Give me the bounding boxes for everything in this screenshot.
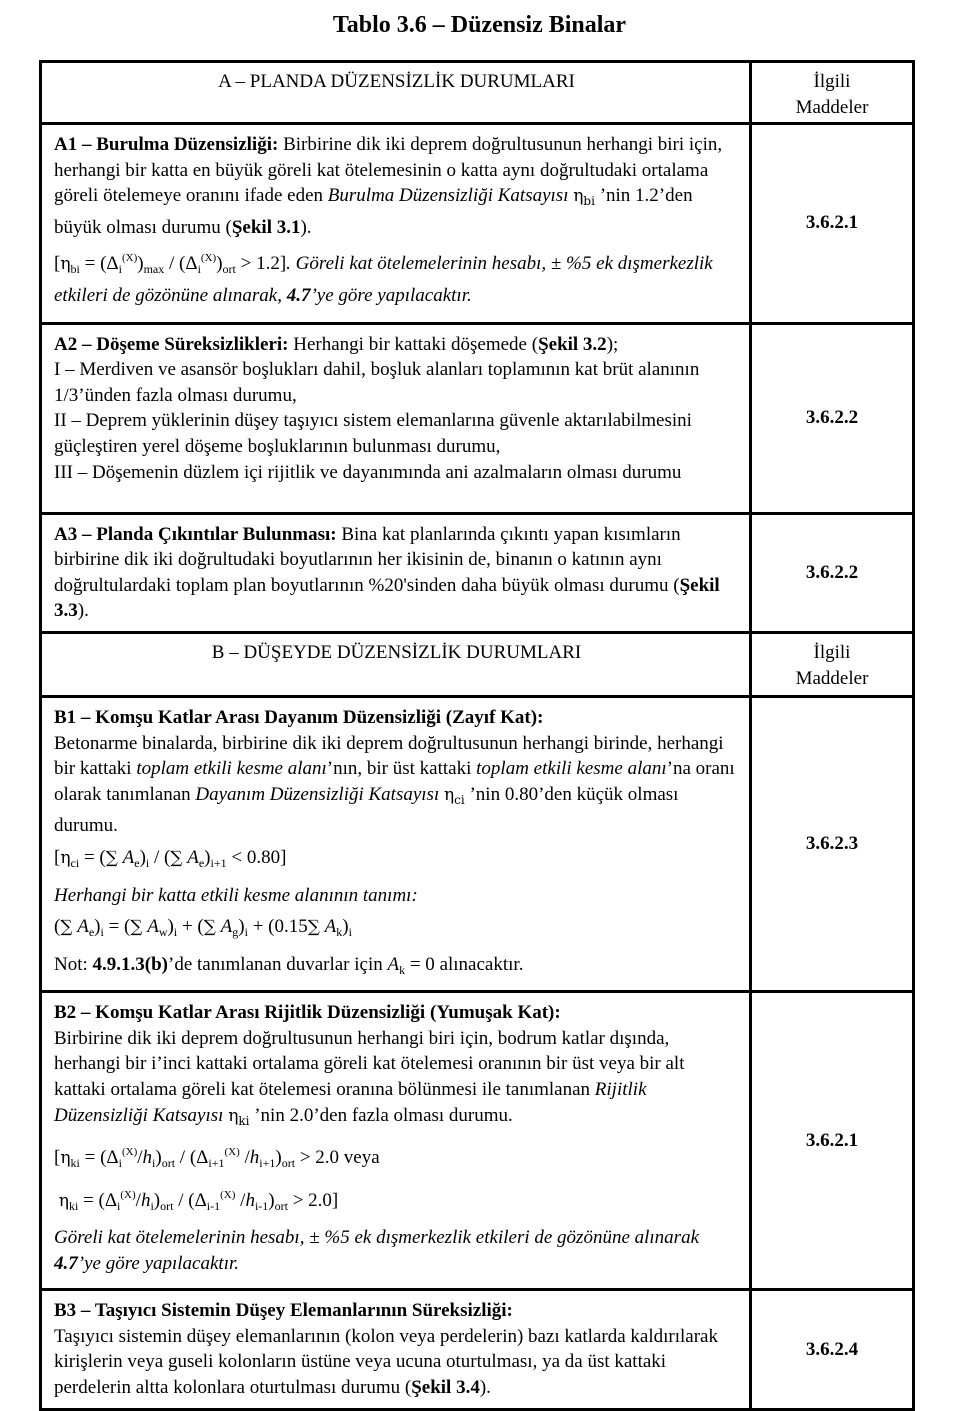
b1-formula-2: (∑ $A_e)_i$ = (∑ $A_w)_i$ + (∑ $A_g)_i + (0.15\sum$ $A_k)_i$ bbox=[54, 916, 352, 940]
b1-content bbox=[41, 696, 751, 991]
b2-italic-1: Rijitlik Düzensizliği Katsayısı bbox=[54, 1079, 647, 1126]
a1-figure-ref: Şekil 3.1 bbox=[231, 216, 301, 238]
b1-italic-2: toplam etkili kesme alanı bbox=[476, 758, 667, 780]
a1-text-3: ). bbox=[300, 216, 312, 238]
row-a2 bbox=[41, 323, 914, 513]
a1-note-end: ’ye göre yapılacaktır. bbox=[310, 284, 472, 306]
b1-note-formula: $A_k = 0$ bbox=[387, 953, 435, 977]
a1-title: A1 – Burulma Düzensizliği: bbox=[54, 134, 279, 155]
a2-item-2: II – Deprem yüklerinin düşey taşıyıcı sistem elemanlarına güvenle aktarılabilmesini güçleştiren yerel döşeme boşluklarının bulunması durumu, bbox=[54, 410, 692, 457]
row-a3 bbox=[41, 513, 914, 632]
b2-text-2: ’nin 2.0’den fazla olması durumu. bbox=[249, 1104, 513, 1126]
a2-item-3: III – Döşemenin düzlem içi rijitlik ve dayanımında ani azalmaların olması durumu bbox=[54, 461, 682, 483]
a1-content bbox=[41, 124, 751, 324]
section-a-ref-header bbox=[751, 62, 914, 124]
table-title: Tablo 3.6 – Düzensiz Binalar bbox=[332, 12, 627, 38]
b3-content bbox=[41, 1290, 751, 1409]
ref-header-line2: Maddeler bbox=[795, 96, 869, 118]
a2-ref: 3.6.2.2 bbox=[751, 323, 914, 513]
section-a-header-row bbox=[41, 62, 914, 124]
a3-title: A3 – Planda Çıkıntılar Bulunması: bbox=[54, 523, 337, 545]
row-b1 bbox=[41, 696, 914, 991]
b2-veya: veya bbox=[339, 1147, 380, 1169]
b2-title: B2 – Komşu Katlar Arası Rijitlik Düzensizliği (Yumuşak Kat): bbox=[54, 1002, 561, 1024]
b1-text-2: ’nın, bir üst kattaki bbox=[326, 758, 477, 780]
a2-text-1: Herhangi bir kattaki döşemede ( bbox=[288, 333, 539, 355]
a1-note-section: 4.7 bbox=[286, 284, 311, 306]
b3-text-1: Taşıyıcı sistemin düşey elemanlarının (kolon veya perdelerin) bazı katlarda kaldırılarak kirişlerin veya guseli kolonların üstüne veya ucuna oturtulması, ya da üst kattaki perdelerin altta kolonlara oturtulması durumu ( bbox=[54, 1325, 718, 1399]
row-b2 bbox=[41, 992, 914, 1290]
a3-content bbox=[41, 513, 751, 632]
a2-text-2: ); bbox=[606, 333, 619, 355]
b1-text-3: ’na oranı olarak tanımlanan bbox=[54, 758, 735, 805]
a1-formula: $[\eta_{bi} = (\Delta_i^{(X)})_{max} / (\Delta_i^{(X)})_{ort} > 1.2]$ bbox=[54, 252, 287, 277]
b3-ref: 3.6.2.4 bbox=[751, 1290, 914, 1409]
a1-italic-1: Burulma Düzensizliği Katsayısı bbox=[327, 185, 569, 207]
row-a1 bbox=[41, 124, 914, 324]
b1-note-text: ’de tanımlanan duvarlar için bbox=[168, 953, 383, 975]
a1-eta-symbol: $\eta_{bi}$ bbox=[573, 186, 595, 209]
a2-item-1: I – Merdiven ve asansör boşlukları dahil, boşluk alanları toplamının kat brüt alanının 1/3’ünden fazla olması durumu, bbox=[54, 359, 700, 406]
b2-note bbox=[54, 1225, 739, 1276]
a3-text-1: Bina kat planlarında çıkıntı yapan kısımların birbirine dik iki doğrultudaki boyutlarının her ikisinin de, binanın o katının aynı doğrultulardaki toplam plan boyutlarının %20'sinden daha büyük olması durumu ( bbox=[54, 523, 681, 596]
a1-text-2: ’nin 1.2’den büyük olması durumu ( bbox=[54, 185, 693, 238]
b1-italic-3: Dayanım Düzensizliği Katsayısı bbox=[195, 783, 440, 805]
b3-figure-ref: Şekil 3.4 bbox=[411, 1377, 480, 1399]
b1-formula-1: [$\eta_{ci}$ = (∑ $A_e)_i$ / (∑ $A_e)_{i+1} < 0.80$] bbox=[54, 846, 287, 870]
a1-formula-block bbox=[54, 246, 739, 308]
section-b-header: B – DÜŞEYDE DÜZENSİZLİK DURUMLARI bbox=[41, 632, 751, 696]
ref-header-line1: İlgili bbox=[813, 71, 851, 92]
a3-figure-ref: Şekil 3.3 bbox=[54, 574, 720, 622]
b1-eta-symbol: $\eta_{ci}$ bbox=[443, 784, 465, 807]
b1-definition-label: Herhangi bir katta etkili kesme alanının tanımı: bbox=[54, 884, 418, 906]
b2-note-section: 4.7 bbox=[54, 1253, 78, 1275]
b2-formula-1: [$\eta_{ki} = (\Delta_i^{(X)}/h_i)_{ort} / (\Delta_{i+1}^{(X)}$ $/h_{i+1})_{ort} > 2.0$ veya bbox=[54, 1146, 380, 1171]
ref-header-line1: İlgili bbox=[813, 641, 851, 663]
section-b-header-row bbox=[41, 632, 914, 696]
b2-content bbox=[41, 992, 751, 1290]
a3-ref: 3.6.2.2 bbox=[751, 513, 914, 632]
b1-note-section: 4.9.1.3(b) bbox=[92, 953, 169, 975]
b2-ref: 3.6.2.1 bbox=[751, 992, 914, 1290]
b2-formula-2: $\eta_{ki} = (\Delta_i^{(X)}/h_i)_{ort} / (\Delta_{i-1}^{(X)}$ $/h_{i-1})_{ort} > 2.0$] bbox=[58, 1188, 339, 1213]
b1-title: B1 – Komşu Katlar Arası Dayanım Düzensizliği (Zayıf Kat): bbox=[54, 706, 544, 728]
a1-note-italic: . Göreli kat ötelemelerinin hesabı, ± %5 ek dışmerkezlik etkileri de gözönüne alınarak, bbox=[54, 253, 713, 306]
a2-title: A2 – Döşeme Süreksizlikleri: bbox=[54, 333, 289, 355]
b3-title: B3 – Taşıyıcı Sistemin Düşey Elemanlarının Süreksizliği: bbox=[54, 1300, 513, 1322]
a1-ref: 3.6.2.1 bbox=[751, 124, 914, 324]
b3-text-2: ). bbox=[479, 1377, 491, 1399]
b1-note-label: Not: bbox=[54, 953, 93, 975]
b2-note-italic: Göreli kat ötelemelerinin hesabı, ± %5 ek dışmerkezlik etkileri de gözönüne alınarak bbox=[54, 1227, 700, 1249]
ref-header-line2: Maddeler bbox=[795, 667, 869, 689]
a1-text-1: Birbirine dik iki deprem doğrultusunun herhangi biri için, herhangi bir katta en büyük göreli kat ötelemesinin o katta aynı doğrultudaki ortalama göreli ötelemeye oranını ifade eden bbox=[54, 134, 723, 207]
b1-note-end: alınacaktır. bbox=[434, 953, 524, 975]
a3-text-2: ). bbox=[77, 600, 89, 622]
a2-content bbox=[41, 323, 751, 513]
b1-text-4: ’nin 0.80’den küçük olması durumu. bbox=[54, 783, 679, 837]
irregular-buildings-table bbox=[39, 60, 915, 1411]
row-b3 bbox=[41, 1290, 914, 1409]
b1-ref: 3.6.2.3 bbox=[751, 696, 914, 991]
b1-note bbox=[54, 952, 739, 984]
section-a-header: A – PLANDA DÜZENSİZLİK DURUMLARI bbox=[41, 62, 751, 124]
a2-figure-ref: Şekil 3.2 bbox=[538, 333, 607, 355]
b2-note-end: ’ye göre yapılacaktır. bbox=[77, 1253, 240, 1275]
b1-italic-1: toplam etkili kesme alanı bbox=[136, 758, 327, 780]
b1-text-1: Betonarme binalarda, birbirine dik iki deprem doğrultusunun herhangi birinde, herhangi bir kattaki bbox=[54, 732, 724, 780]
b2-text-1: Birbirine dik iki deprem doğrultusunun herhangi biri için, bodrum katlar dışında, herhangi bir i’inci kattaki ortalama göreli kat ötelemesi oranının bir üst veya bir alt kattaki ortalama göreli kat ötelemesi oranına bölünmesi ile tanımlanan bbox=[54, 1027, 685, 1101]
b2-eta-symbol: $\eta_{ki}$ bbox=[228, 1105, 250, 1128]
section-b-ref-header bbox=[751, 632, 914, 696]
